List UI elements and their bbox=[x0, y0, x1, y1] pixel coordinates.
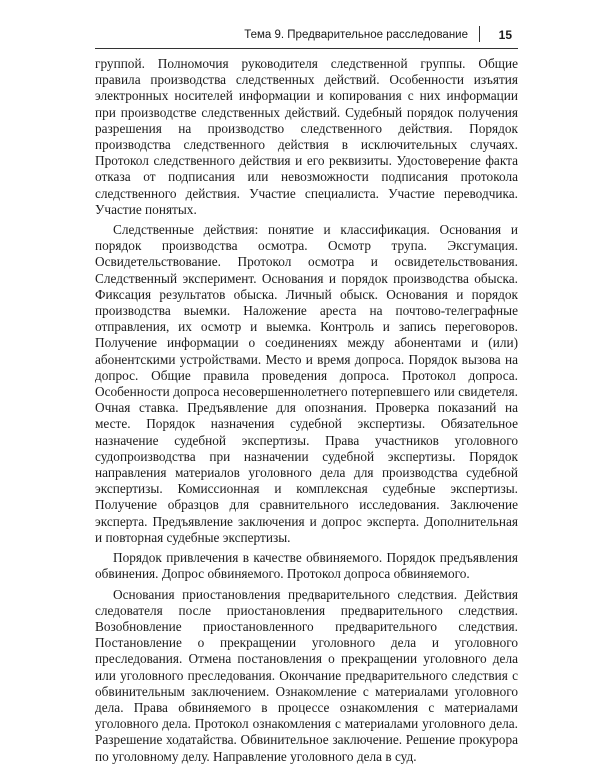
running-header bbox=[95, 26, 518, 49]
paragraph-1: группой. Полномочия руководителя следственной группы. Общие правила производства следственных действий. Особенности изъятия электронных носителей информации и копирования с них информации при производстве следственных действий. Судебный порядок получения разрешения на производство следственного действия. Порядок производства следственного действия в исключительных случаях. Протокол следственного действия и его реквизиты. Удостоверение факта отказа от подписания или невозможности подписания протокола следственного действия. Участие специалиста. Участие переводчика. Участие понятых. bbox=[95, 56, 518, 217]
paragraph-2: Следственные действия: понятие и классификация. Основания и порядок производства осмотра. Осмотр трупа. Эксгумация. Освидетельствование. Протокол осмотра и освидетельствования. Следственный эксперимент. Основания и порядок производства обыска. Фиксация результатов обыска. Личный обыск. Основания и порядок производства выемки. Наложение ареста на почтово-телеграфные отправления, их осмотр и выемка. Контроль и запись переговоров. Получение информации о соединениях между абонентами и (или) абонентскими устройствами. Место и время допроса. Порядок вызова на допрос. Общие правила проведения допроса. Протокол допроса. Особенности допроса несовершеннолетнего потерпевшего или свидетеля. Очная ставка. Предъявление для опознания. Проверка показаний на месте. Порядок назначения судебной экспертизы. Обязательное назначение судебной экспертизы. Права участников уголовного судопроизводства при назначении судебной экспертизы. Порядок направления материалов уголовного дела для производства судебной экспертизы. Комиссионная и комплексная судебные экспертизы. Получение образцов для сравнительного исследования. Заключение эксперта. Предъявление заключения и допрос эксперта. Дополнительная и повторная судебные экспертизы. bbox=[95, 222, 518, 545]
page-body bbox=[95, 56, 518, 769]
page-number: 15 bbox=[498, 28, 512, 42]
paragraph-3: Порядок привлечения в качестве обвиняемого. Порядок предъявления обвинения. Допрос обвиняемого. Протокол допроса обвиняемого. bbox=[95, 550, 518, 582]
paragraph-4: Основания приостановления предварительного следствия. Действия следователя после приостановления предварительного следствия. Возобновление приостановленного предварительного следствия. Постановление о прекращении уголовного дела и уголовного преследования. Отмена постановления о прекращении уголовного дела или уголовного преследования. Окончание предварительного следствия с обвинительным заключением. Ознакомление с материалами уголовного дела. Права обвиняемого в процессе ознакомления с материалами уголовного дела. Протокол ознакомления с материалами уголовного дела. Разрешение ходатайства. Обвинительное заключение. Решение прокурора по уголовному делу. Направление уголовного дела в суд. bbox=[95, 586, 518, 764]
chapter-title: Тема 9. Предварительное расследование bbox=[244, 29, 468, 41]
header-separator bbox=[479, 26, 480, 42]
